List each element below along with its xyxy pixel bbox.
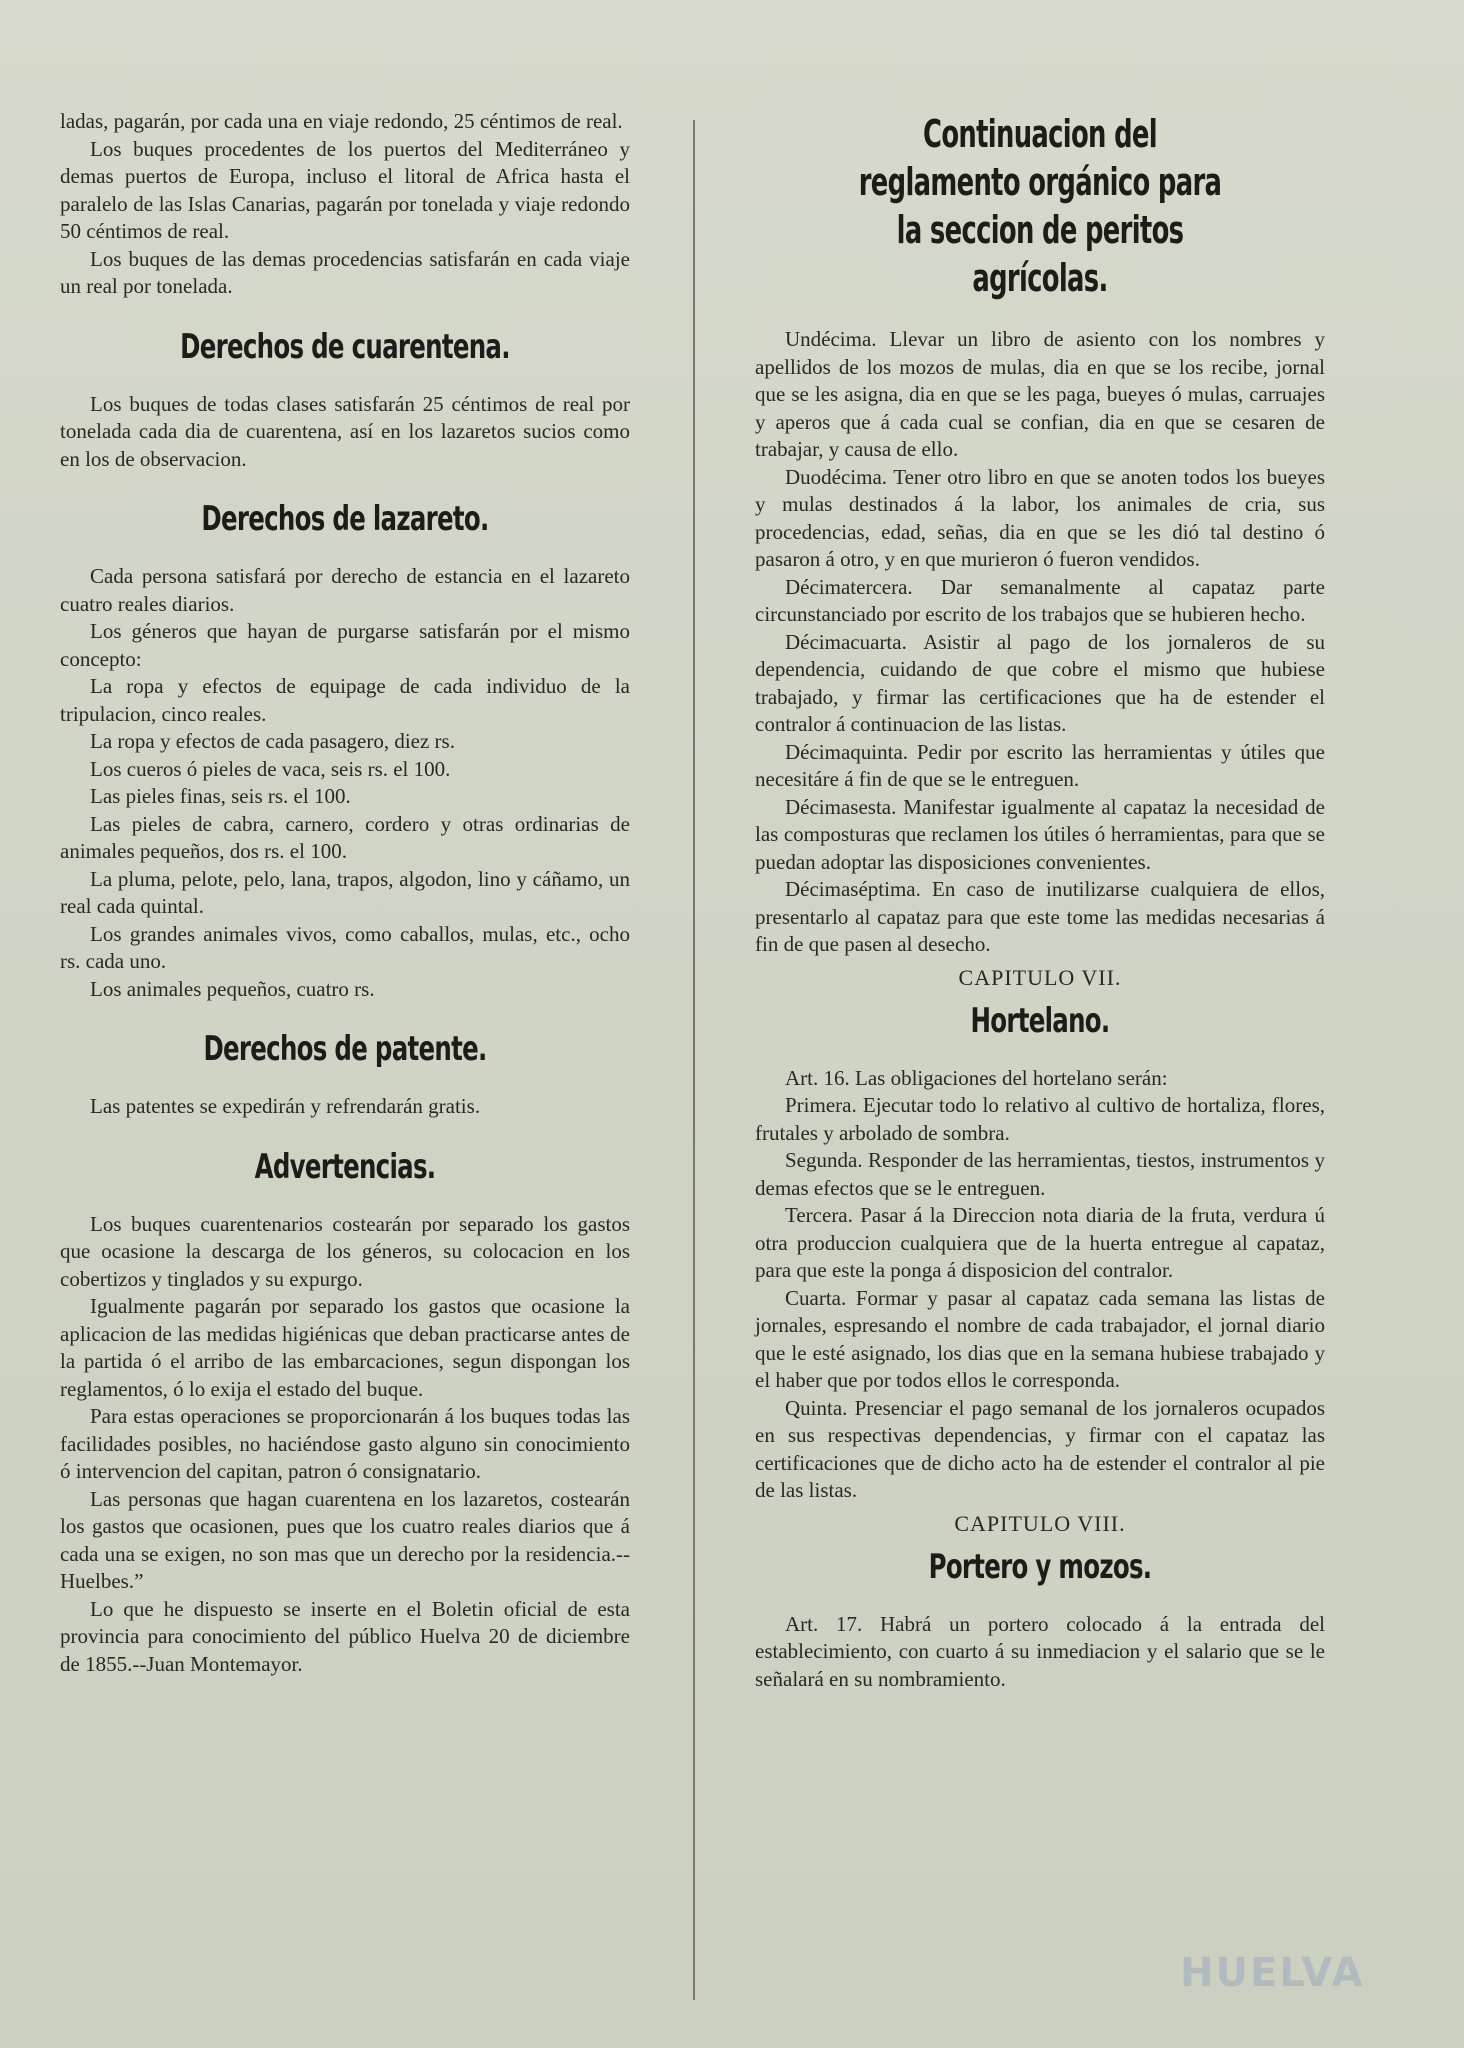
paragraph: Los buques de todas clases satisfarán 25 céntimos de real por tonelada cada dia de cuarentena, así en los lazaretos sucios como en los de observacion. [60,391,630,471]
library-watermark: HUELVA [1180,1950,1365,1996]
paragraph: Undécima. Llevar un libro de asiento con los nombres y apellidos de los mozos de mulas, dia en que se los recibe, jornal que se les asigna, dia en que se les paga, bueyes ó mulas, carruajes y aperos que á cada cual se confian, dia en que se cesaren de trabajar, y causa de ello. [755,327,1325,461]
left-column [60,108,630,1678]
column-divider [693,120,695,2000]
paragraph: Los buques de las demas procedencias satisfarán en cada viaje un real por tonelada. [60,246,630,298]
right-column [755,110,1325,1693]
paragraph: Quinta. Presenciar el pago semanal de los jornaleros ocupados en sus respectivas dependencias, y firmar con el capataz las certificaciones que de dicho acto ha de estender el contralor al pie de las listas. [755,1395,1325,1502]
section-heading-patente: Derechos de patente. [203,1029,487,1069]
section-heading-cuarentena: Derechos de cuarentena. [180,326,510,367]
paragraph: Para estas operaciones se proporcionarán á los buques todas las facilidades posibles, no haciéndose gasto alguno sin conocimiento ó intervencion del capitan, patron ó consignatario. [60,1404,630,1483]
paragraph: Los cueros ó pieles de vaca, seis rs. el 100. [90,756,451,781]
paragraph: Segunda. Responder de las herramientas, tiestos, instrumentos y demas efectos que se le entreguen. [755,1148,1325,1200]
paragraph: Duodécima. Tener otro libro en que se anoten todos los bueyes y mulas destinados á la labor, los animales de cria, sus procedencias, edad, señas, dia en que se les dió tal destino ó pasaron á otro, y en que murieron ó fueron vendidos. [755,464,1325,571]
paragraph: La ropa y efectos de equipage de cada individuo de la tripulacion, cinco reales. [60,674,630,726]
chapter-label: CAPITULO VIII. [954,1510,1126,1536]
paragraph: Art. 16. Las obligaciones del hortelano serán: [785,1065,1168,1090]
paragraph: Los buques procedentes de los puertos del Mediterráneo y demas puertos de Europa, incluso el litoral de Africa hasta el paralelo de las Islas Canarias, pagarán por tonelada y viaje redondo 50 céntimos de real. [60,136,630,243]
paragraph: Las personas que hagan cuarentena en los lazaretos, costearán los gastos que ocasionen, pues que los cuatro reales diarios que á cada una se exigen, no son mas que un derecho por la residencia.--Huelbes.” [60,1486,630,1593]
paragraph: Décimacuarta. Asistir al pago de los jornaleros de su dependencia, cuidando de que cobre el mismo que hubiese trabajado, y firmar las certificaciones que ha de estender el contralor á continuacion de las listas. [755,629,1325,736]
section-heading-hortelano: Hortelano. [970,1000,1110,1041]
paragraph: Tercera. Pasar á la Direccion nota diaria de la fruta, verdura ú otra produccion cualquiera que de la huerta entregue al capataz, para que este la ponga á disposicion del contralor. [755,1203,1325,1282]
paragraph: Primera. Ejecutar todo lo relativo al cultivo de hortaliza, flores, frutales y arbolado de sombra. [755,1093,1325,1145]
paragraph: Las pieles finas, seis rs. el 100. [90,784,351,808]
paragraph: Las patentes se expedirán y refrendarán gratis. [90,1094,481,1118]
paragraph: ladas, pagarán, por cada una en viaje redondo, 25 céntimos de real. [60,109,623,133]
article-title: Continuacion del reglamento orgánico para la seccion de peritos agrícolas. [858,112,1222,300]
paragraph: Décimasesta. Manifestar igualmente al capataz la necesidad de las composturas que reclamen los útiles ó herramientas, para que se puedan adoptar las disposiciones convenientes. [755,794,1325,874]
paragraph: Décimaséptima. En caso de inutilizarse cualquiera de ellos, presentarlo al capataz para que este tome las medidas necesarias á fin de que pasen al desecho. [755,877,1325,956]
paragraph: Los animales pequeños, cuatro rs. [90,976,375,1001]
chapter-label: CAPITULO VII. [958,964,1122,990]
paragraph: Las pieles de cabra, carnero, cordero y otras ordinarias de animales pequeños, dos rs. el 100. [60,811,630,863]
paragraph: Los grandes animales vivos, como caballos, mulas, etc., ocho rs. cada uno. [60,921,630,973]
paragraph: Cada persona satisfará por derecho de estancia en el lazareto cuatro reales diarios. [60,564,630,616]
paragraph: Igualmente pagarán por separado los gastos que ocasione la aplicacion de las medidas higiénicas que deban practicarse antes de la partida ó el arribo de las embarcaciones, segun dispongan los reglamentos, ó lo exija el estado del buque. [60,1294,630,1401]
paragraph: Art. 17. Habrá un portero colocado á la entrada del establecimiento, con cuarto á su inmediacion y el salario que se le señalará en su nombramiento. [755,1611,1325,1691]
paragraph: Cuarta. Formar y pasar al capataz cada semana las listas de jornales, espresando el nombre de cada trabajador, el jornal diario que le esté asignado, los dias que en la semana hubiese trabajado y el haber que por todos ellos le corresponda. [755,1285,1325,1392]
paragraph: Los buques cuarentenarios costearán por separado los gastos que ocasione la descarga de los géneros, su colocacion en los cobertizos y tinglados y su expurgo. [60,1211,630,1291]
signature-paragraph: Lo que he dispuesto se inserte en el Boletin oficial de esta provincia para conocimiento del público Huelva 20 de diciembre de 1855.--Juan Montemayor. [60,1596,630,1676]
section-heading-portero: Portero y mozos. [928,1546,1152,1587]
paragraph: Décimaquinta. Pedir por escrito las herramientas y útiles que necesitáre á fin de que se le entreguen. [755,739,1325,791]
paragraph: Décimatercera. Dar semanalmente al capataz parte circunstanciado por escrito de los trabajos que se hubieren hecho. [755,574,1325,626]
paragraph: La pluma, pelote, pelo, lana, trapos, algodon, lino y cáñamo, un real cada quintal. [60,866,630,918]
section-heading-lazareto: Derechos de lazareto. [201,499,489,539]
section-heading-advertencias: Advertencias. [254,1146,436,1187]
paragraph: Los géneros que hayan de purgarse satisfarán por el mismo concepto: [60,619,630,671]
paragraph: La ropa y efectos de cada pasagero, diez rs. [90,729,455,753]
